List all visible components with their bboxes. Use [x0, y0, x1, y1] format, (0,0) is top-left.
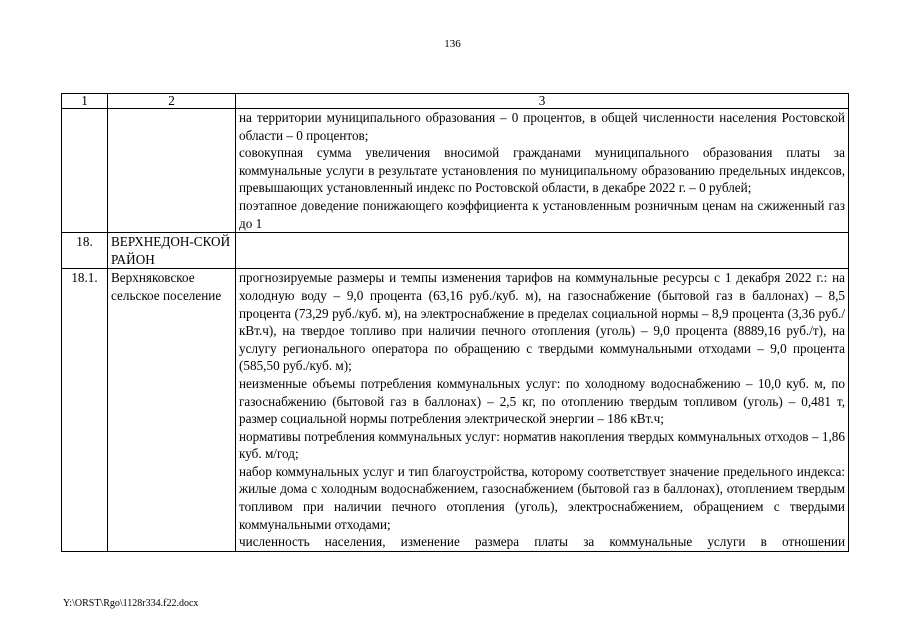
document-table	[61, 93, 849, 552]
paragraph: поэтапное доведение понижающего коэффициента к установленным розничным ценам на сжиженный газ до 1	[239, 197, 845, 231]
row-name: Верхняковское сельское поселение	[108, 269, 236, 552]
row-number: 18.1.	[62, 269, 108, 552]
row-name	[108, 109, 236, 233]
file-path-footer: Y:\ORST\Rgo\1128r334.f22.docx	[63, 598, 199, 609]
page-number: 136	[444, 38, 461, 50]
paragraph: нормативы потребления коммунальных услуг: норматив накопления твердых коммунальных отходов – 1,86 куб. м/год;	[239, 428, 845, 462]
table-row	[62, 109, 849, 233]
paragraph: набор коммунальных услуг и тип благоустройства, которому соответствует значение предельного индекса: жилые дома с холодным водоснабжением, газоснабжением (бытовой газ в баллонах), отоплением твердым топливом при наличии печного отопления (уголь), электроснабжением, обращением с твердыми коммунальными отходами;	[239, 463, 845, 532]
paragraph: совокупная сумма увеличения вносимой гражданами муниципального образования платы за коммунальные услуги в результате установления по муниципальному образованию предельных индексов, превышающих установленный индекс по Ростовской области, в декабре 2022 г. – 0 рублей;	[239, 145, 845, 196]
row-name: ВЕРХНЕДОН-СКОЙ РАЙОН	[108, 233, 236, 269]
paragraph: прогнозируемые размеры и темпы изменения тарифов на коммунальные ресурсы с 1 декабря 2022 г.: на холодную воду – 9,0 процента (63,16 руб./куб. м), на газоснабжение (бытовой газ в баллонах) – 8,5 процента (73,29 руб./куб. м), на электроснабжение в пределах социальной нормы – 8,9 процента (3,36 руб./кВт.ч), на твердое топливо при наличии печного отопления (уголь) – 9,0 процента (8889,16 руб./т), на услугу регионального оператора по обращению с твердыми коммунальными отходами – 9,0 процента (585,50 руб./куб. м);	[239, 270, 845, 374]
header-col-3: 3	[236, 94, 849, 109]
header-col-2: 2	[108, 94, 236, 109]
paragraph: на территории муниципального образования – 0 процентов, в общей численности населения Ростовской области – 0 процентов;	[239, 110, 845, 143]
row-content	[236, 233, 849, 269]
table-row	[62, 269, 849, 552]
table-row	[62, 233, 849, 269]
row-content	[236, 269, 849, 552]
header-col-1: 1	[62, 94, 108, 109]
row-content	[236, 109, 849, 233]
row-number	[62, 109, 108, 233]
row-number: 18.	[62, 233, 108, 269]
table-header-row	[62, 94, 849, 109]
paragraph: численность населения, изменение размера платы за коммунальные услуги в отношении	[239, 534, 845, 550]
paragraph: неизменные объемы потребления коммунальных услуг: по холодному водоснабжению – 10,0 куб. м, по газоснабжению (бытовой газ в баллонах) – 2,5 кг, по отоплению твердым топливом (уголь) – 0,481 т, размер социальной нормы потребления электрической энергии – 186 кВт.ч;	[239, 375, 845, 427]
